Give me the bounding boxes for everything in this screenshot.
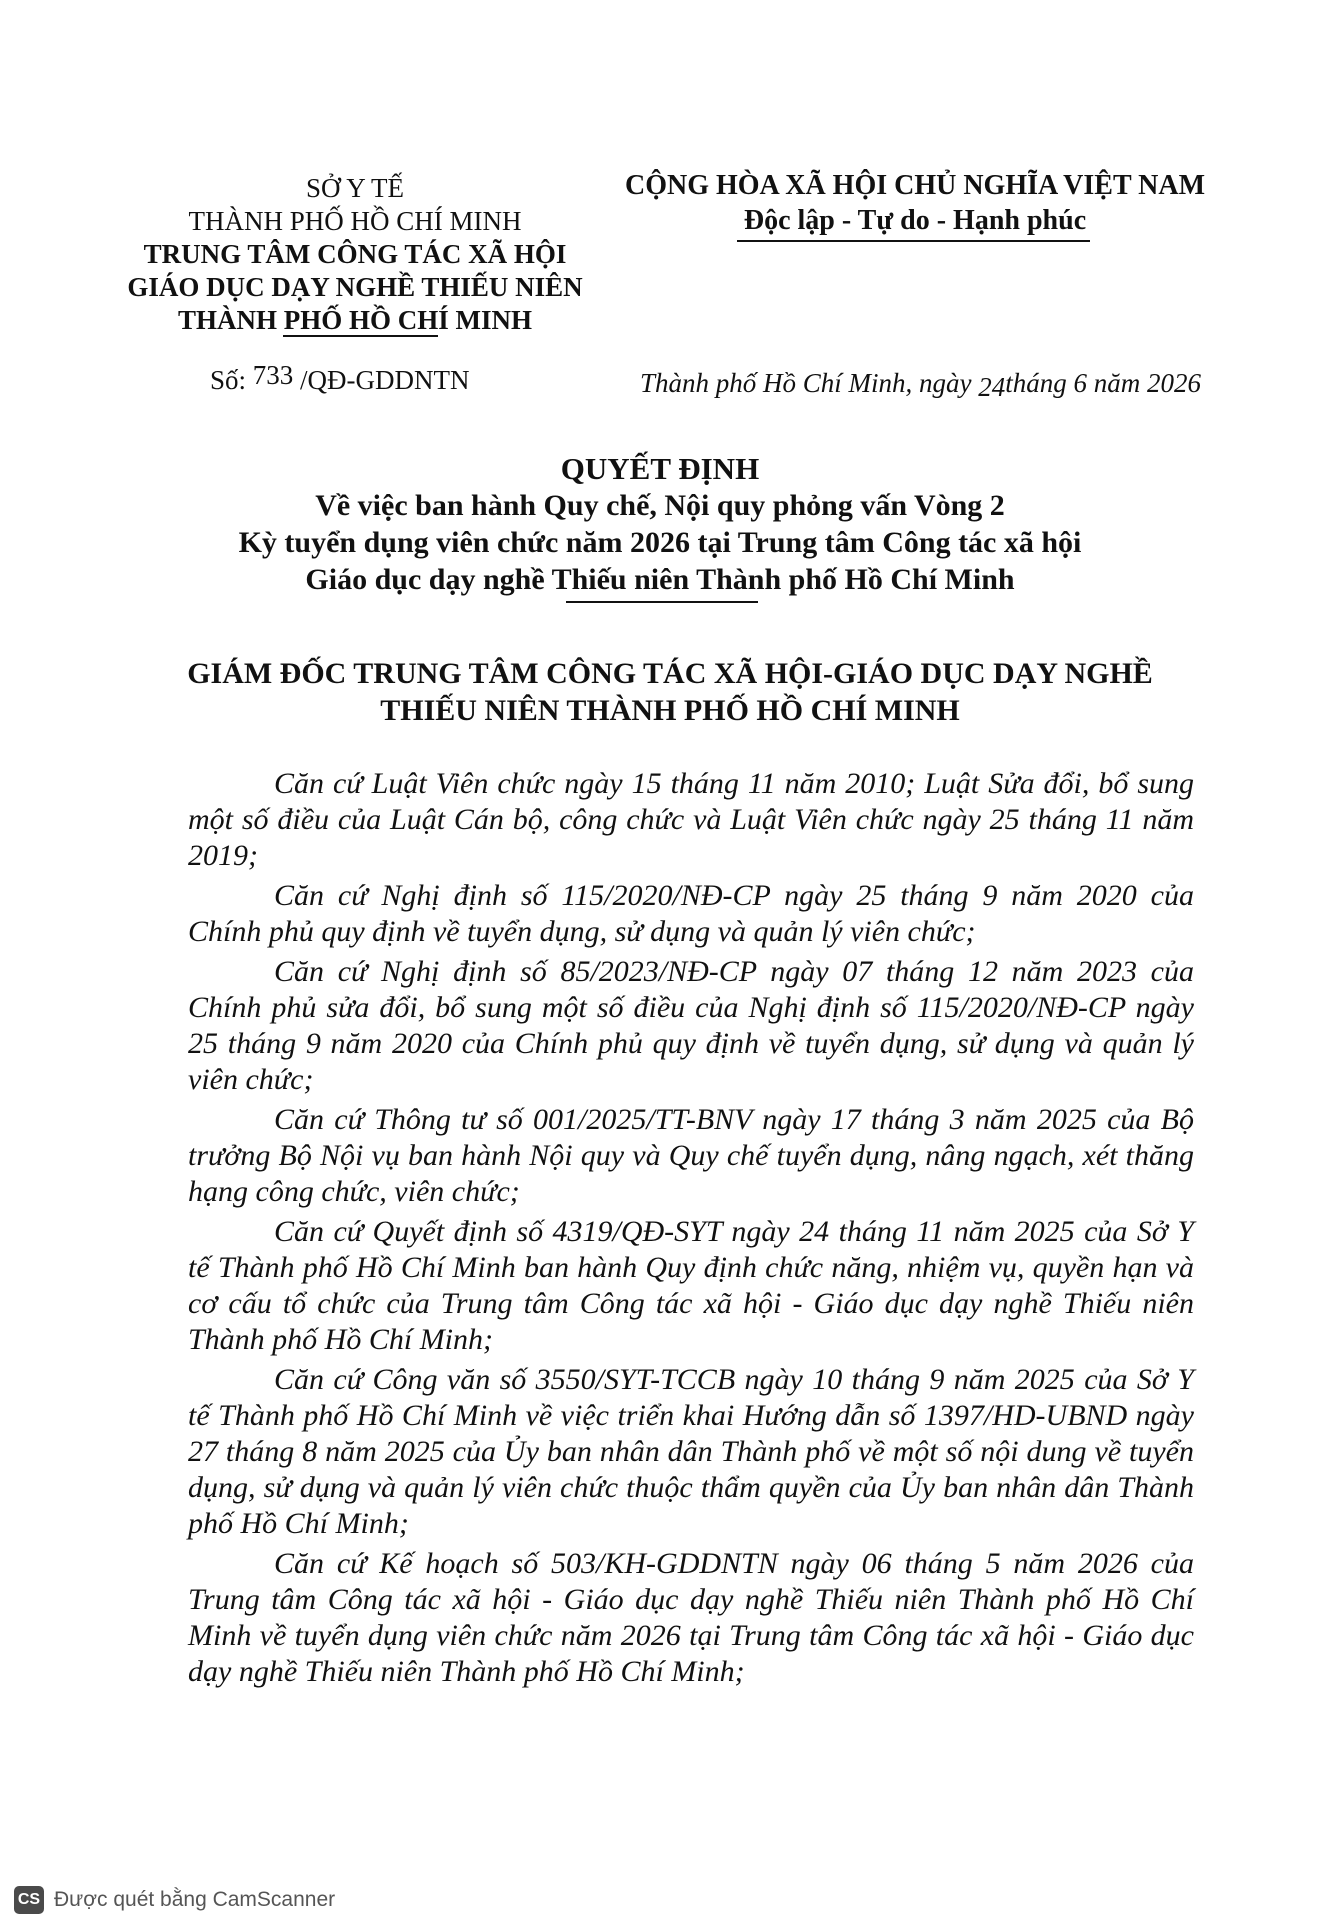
legal-basis-paragraph: Căn cứ Nghị định số 115/2020/NĐ-CP ngày 25 tháng 9 năm 2020 của Chính phủ quy định về tuyển dụng, sử dụng và quản lý viên chức; [188,879,1194,948]
legal-basis-paragraph: Căn cứ Quyết định số 4319/QĐ-SYT ngày 24 tháng 11 năm 2025 của Sở Y tế Thành phố Hồ Chí Minh ban hành Quy định chức năng, nhiệm vụ, quyền hạn và cơ cấu tổ chức của Trung tâm Công tác xã hội - Giáo dục dạy nghề Thiếu niên Thành phố Hồ Chí Minh; [188,1215,1194,1356]
legal-basis-paragraph: Căn cứ Công văn số 3550/SYT-TCCB ngày 10 tháng 9 năm 2025 của Sở Y tế Thành phố Hồ Chí Minh về việc triển khai Hướng dẫn số 1397/HD-UBND ngày 27 tháng 8 năm 2025 của Ủy ban nhân dân Thành phố về một số nội dung về tuyển dụng, sử dụng và quản lý viên chức thuộc thẩm quyền của Ủy ban nhân dân Thành phố Hồ Chí Minh; [188,1363,1194,1540]
agency-line-2: THÀNH PHỐ HỒ CHÍ MINH [188,206,522,236]
date-day: 24 [978,372,1006,402]
country-name: CỘNG HÒA XÃ HỘI CHỦ NGHĨA VIỆT NAM [624,170,1206,201]
title-line-3: Giáo dục dạy nghề Thiếu niên Thành phố Hồ Chí Minh [305,563,1015,596]
legal-basis-paragraph: Căn cứ Nghị định số 85/2023/NĐ-CP ngày 07 tháng 12 năm 2023 của Chính phủ sửa đổi, bổ sung một số điều của Nghị định số 115/2020/NĐ-CP ngày 25 tháng 9 năm 2020 của Chính phủ quy định về tuyển dụng, sử dụng và quản lý viên chức; [188,955,1194,1096]
issuing-authority [150,655,1190,729]
number-prefix: Số: [210,365,247,395]
agency-line-1: SỞ Y TẾ [305,173,404,203]
motto: Độc lập - Tự do - Hạnh phúc [743,205,1087,236]
date-month: 6 [1073,368,1088,398]
number-suffix: /QĐ-GDDNTN [300,365,470,395]
national-header-block [620,168,1210,238]
title-heading: QUYẾT ĐỊNH [560,451,760,486]
agency-line-4: GIÁO DỤC DẠY NGHỀ THIẾU NIÊN [127,272,583,302]
issue-date [640,368,1202,402]
motto-underline [737,240,1090,242]
authority-line-1: GIÁM ĐỐC TRUNG TÂM CÔNG TÁC XÃ HỘI-GIÁO DỤC DẠY NGHỀ [187,657,1153,690]
date-year: năm 2026 [1093,368,1202,398]
camscanner-logo-icon: CS [14,1886,44,1914]
legal-basis-paragraph: Căn cứ Luật Viên chức ngày 15 tháng 11 năm 2010; Luật Sửa đổi, bổ sung một số điều của Luật Cán bộ, công chức và Luật Viên chức ngày 25 tháng 11 năm 2019; [188,767,1194,872]
legal-basis-paragraph: Căn cứ Kế hoạch số 503/KH-GDDNTN ngày 06 tháng 5 năm 2026 của Trung tâm Công tác xã hội - Giáo dục dạy nghề Thiếu niên Thành phố Hồ Chí Minh về tuyển dụng viên chức năm 2026 tại Trung tâm Công tác xã hội - Giáo dục dạy nghề Thiếu niên Thành phố Hồ Chí Minh; [188,1547,1194,1688]
date-month-label: tháng [1005,368,1067,398]
agency-line-5: THÀNH PHỐ HỒ CHÍ MINH [177,305,532,335]
camscanner-watermark [14,1886,335,1914]
agency-underline [283,335,438,337]
title-line-1: Về việc ban hành Quy chế, Nội quy phỏng vấn Vòng 2 [315,489,1005,522]
title-line-2: Kỳ tuyển dụng viên chức năm 2026 tại Trung tâm Công tác xã hội [238,526,1082,559]
watermark-text: Được quét bằng CamScanner [54,1888,336,1911]
agency-line-3: TRUNG TÂM CÔNG TÁC XÃ HỘI [143,239,567,269]
decision-title [180,450,1140,598]
issuing-agency-block [110,172,600,337]
date-prefix: Thành phố Hồ Chí Minh, ngày [640,368,972,398]
legal-basis-paragraph: Căn cứ Thông tư số 001/2025/TT-BNV ngày 17 tháng 3 năm 2025 của Bộ trưởng Bộ Nội vụ ban hành Nội quy và Quy chế tuyển dụng, nâng ngạch, xét thăng hạng công chức, viên chức; [188,1103,1194,1208]
legal-basis-section [188,766,1194,1694]
title-underline [566,601,758,603]
number-value: 733 [252,360,294,390]
authority-line-2: THIẾU NIÊN THÀNH PHỐ HỒ CHÍ MINH [380,694,960,727]
document-number [210,360,470,396]
